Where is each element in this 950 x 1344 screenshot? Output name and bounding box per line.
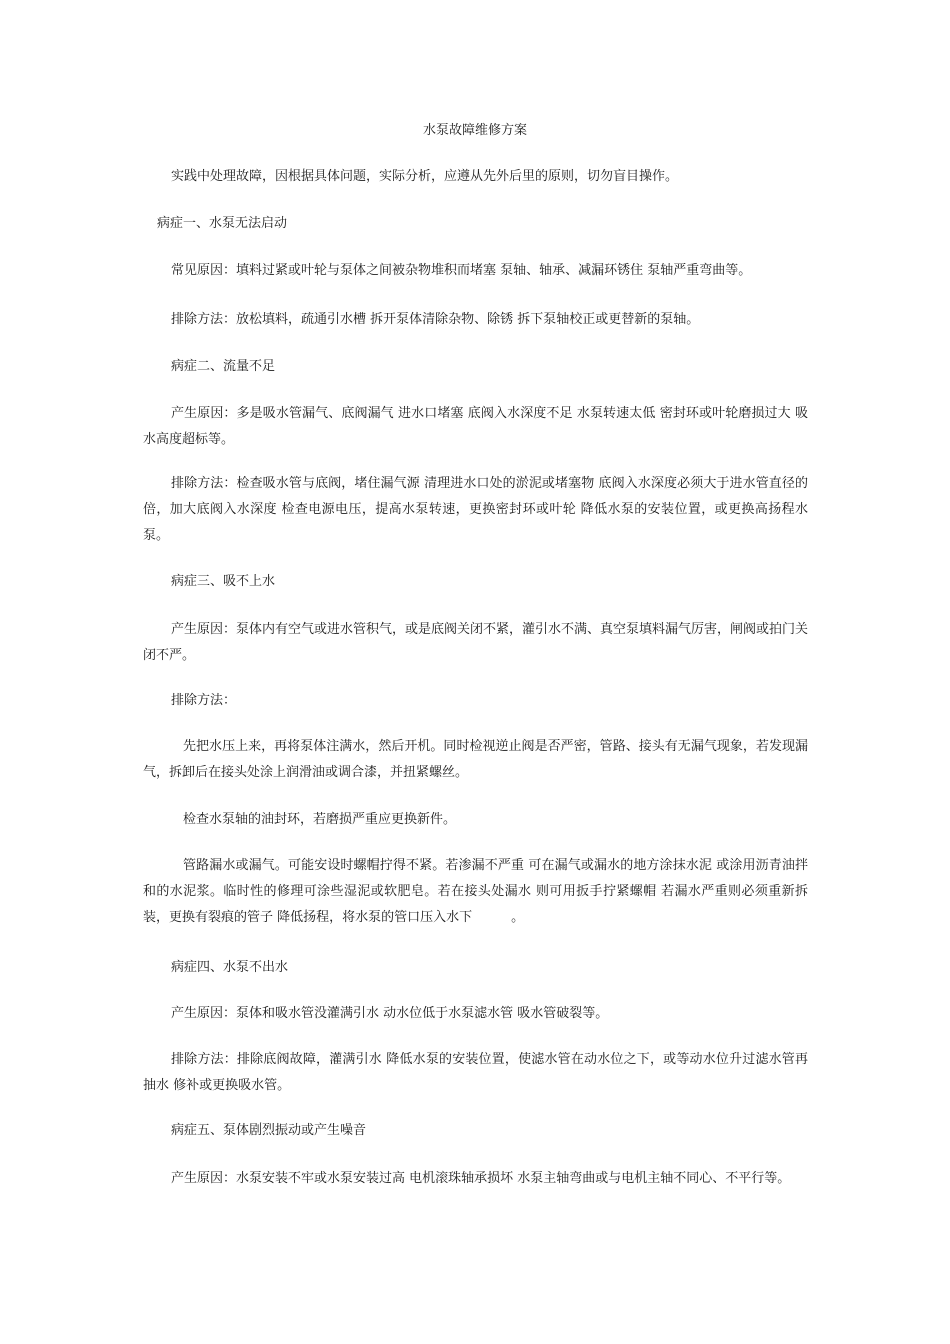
intro-paragraph: 实践中处理故障，因根据具体问题，实际分析，应遵从先外后里的原则，切勿盲目操作。: [171, 169, 679, 184]
section-2-heading: 病症二、流量不足: [171, 359, 276, 374]
section-3-paragraph-4: 检查水泵轴的油封环，若磨损严重应更换新件。: [183, 812, 457, 827]
section-2-paragraph-1: 产生原因：多是吸水管漏气、底阀漏气 进水口堵塞 底阀入水深度不足 水泵转速太低 密封环或叶轮磨损过大 吸水高度超标等。: [143, 406, 808, 447]
section-4-paragraph-2: 排除方法：排除底阀故障，灌满引水 降低水泵的安装位置，使滤水管在动水位之下，或等动水位升过滤水管再抽水 修补或更换吸水管。: [143, 1052, 808, 1093]
section-4-heading: 病症四、水泵不出水: [171, 960, 289, 975]
section-3-paragraph-3: 先把水压上来，再将泵体注满水，然后开机。同时检视逆止阀是否严密，管路、接头有无漏气现象，若发现漏气，拆卸后在接头处涂上润滑油或调合漆，并扭紧螺丝。: [143, 739, 808, 780]
section-1-paragraph-1: 常见原因：填料过紧或叶轮与泵体之间被杂物堆积而堵塞 泵轴、轴承、减漏环锈住 泵轴严重弯曲等。: [171, 263, 752, 278]
section-1-paragraph-2: 排除方法：放松填料，疏通引水槽 拆开泵体清除杂物、除锈 拆下泵轴校正或更替新的泵轴。: [171, 312, 700, 327]
section-3-heading: 病症三、吸不上水: [171, 574, 276, 589]
section-2-paragraph-2: 排除方法：检查吸水管与底阀，堵住漏气源 清理进水口处的淤泥或堵塞物 底阀入水深度必须大于进水管直径的 倍，加大底阀入水深度 检查电源电压，提高水泵转速，更换密封环或叶轮 降低水泵的安装位置，或更换高扬程水泵。: [143, 476, 835, 543]
section-4-paragraph-1: 产生原因：泵体和吸水管没灌满引水 动水位低于水泵滤水管 吸水管破裂等。: [171, 1006, 609, 1021]
section-3-paragraph-5: 管路漏水或漏气。可能安设时螺帽拧得不紧。若渗漏不严重 可在漏气或漏水的地方涂抹水泥 或涂用沥青油拌和的水泥浆。临时性的修理可涂些湿泥或软肥皂。若在接头处漏水 则可用扳手拧紧螺帽 若漏水严重则必须重新拆装，更换有裂痕的管子 降低扬程，将水泵的管口压入水下 。: [143, 858, 808, 925]
section-5-heading: 病症五、泵体剧烈振动或产生噪音: [171, 1123, 367, 1138]
section-3-paragraph-1: 产生原因：泵体内有空气或进水管积气，或是底阀关闭不紧，灌引水不满、真空泵填料漏气厉害，闸阀或拍门关闭不严。: [143, 622, 809, 663]
section-5-paragraph-1: 产生原因：水泵安装不牢或水泵安装过高 电机滚珠轴承损坏 水泵主轴弯曲或与电机主轴不同心、不平行等。: [171, 1171, 791, 1186]
section-1-heading: 病症一、水泵无法启动: [157, 216, 288, 231]
document-title: 水泵故障维修方案: [422, 123, 527, 138]
section-3-paragraph-2: 排除方法：: [171, 693, 237, 708]
